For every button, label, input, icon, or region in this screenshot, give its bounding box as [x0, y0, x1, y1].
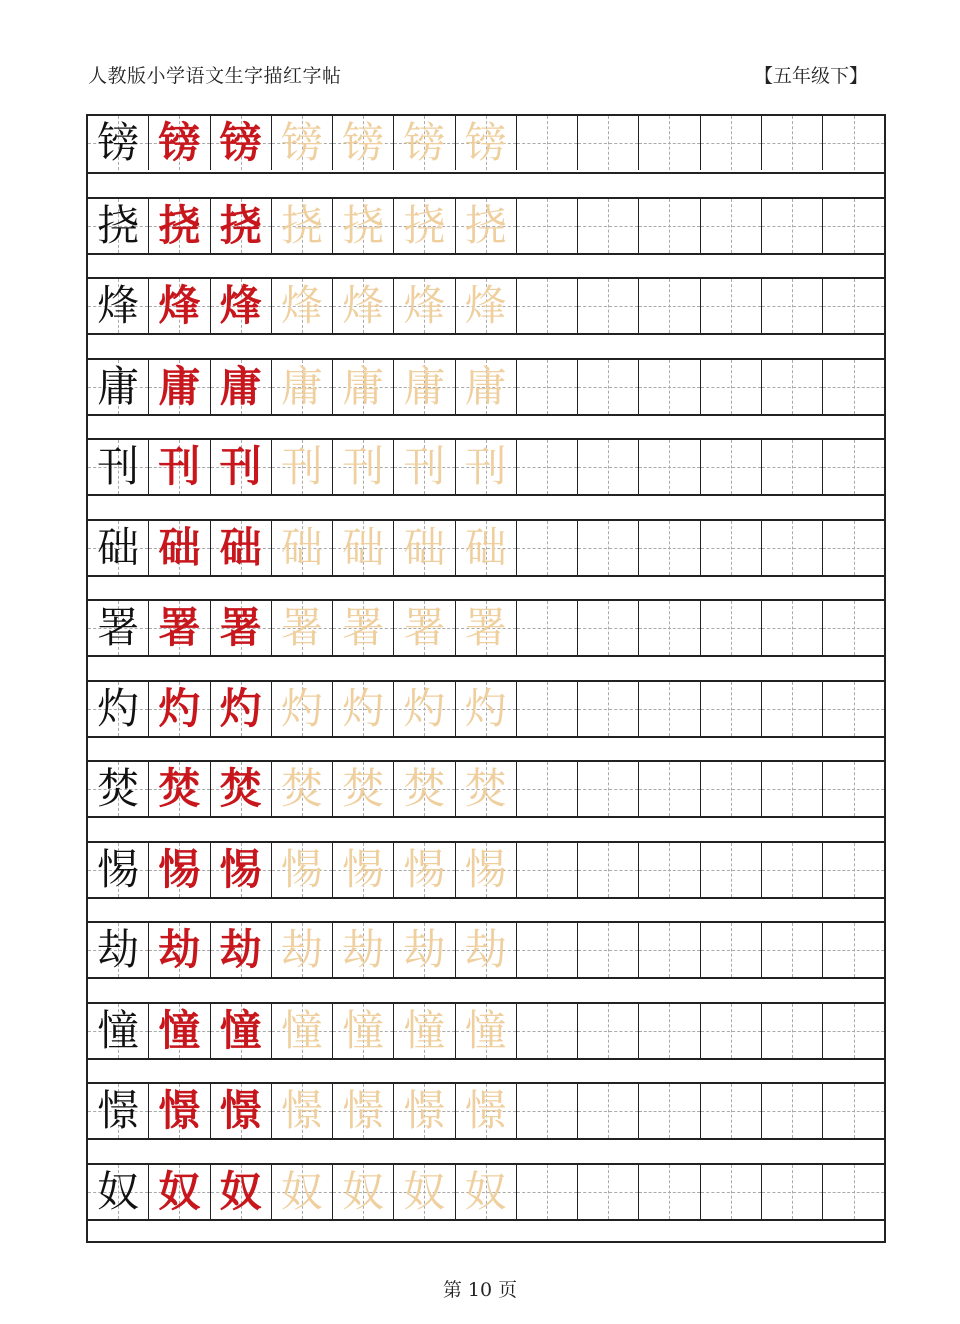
character-cell	[211, 199, 272, 253]
trace-character: 署	[403, 603, 446, 652]
character-cell	[211, 1165, 272, 1219]
red-character: 焚	[219, 764, 262, 813]
blank-writing-cell[interactable]	[639, 521, 700, 575]
blank-writing-cell[interactable]	[578, 762, 639, 816]
trace-character: 镑	[464, 118, 507, 167]
trace-character: 础	[280, 522, 323, 572]
blank-writing-cell[interactable]	[823, 440, 884, 494]
red-character: 庸	[158, 361, 201, 411]
character-cell	[149, 1004, 210, 1058]
character-cell	[333, 1084, 394, 1138]
blank-writing-cell[interactable]	[578, 601, 639, 655]
character-cell	[88, 601, 149, 655]
trace-character: 憬	[280, 1086, 323, 1135]
trace-character: 础	[342, 522, 385, 572]
trace-character: 烽	[403, 281, 446, 330]
trace-character: 憬	[342, 1086, 385, 1135]
red-character: 挠	[158, 200, 201, 250]
character-cell	[333, 440, 394, 494]
practice-row	[88, 116, 884, 174]
trace-character: 奴	[280, 1166, 323, 1216]
character-cell	[394, 601, 455, 655]
trace-character: 憧	[342, 1005, 385, 1055]
blank-writing-cell[interactable]	[578, 199, 639, 253]
red-character: 础	[158, 522, 201, 572]
character-cell	[149, 923, 210, 977]
character-cell	[394, 1165, 455, 1219]
red-character: 灼	[219, 683, 262, 733]
character-cell	[272, 521, 333, 575]
blank-writing-cell[interactable]	[701, 199, 762, 253]
trace-character: 署	[464, 603, 507, 652]
blank-writing-cell[interactable]	[517, 1084, 578, 1138]
red-character: 憬	[219, 1086, 262, 1135]
character-cell	[272, 279, 333, 333]
model-character: 憧	[97, 1005, 140, 1055]
practice-row	[88, 197, 884, 255]
character-cell	[88, 682, 149, 736]
document-title: 人教版小学语文生字描红字帖	[88, 65, 342, 87]
blank-writing-cell[interactable]	[701, 440, 762, 494]
trace-character: 灼	[342, 683, 385, 733]
red-character: 署	[158, 603, 201, 652]
red-character: 憬	[158, 1086, 201, 1135]
blank-writing-cell[interactable]	[578, 116, 639, 170]
character-cell	[456, 199, 517, 253]
character-cell	[272, 199, 333, 253]
practice-row	[88, 599, 884, 657]
trace-character: 镑	[403, 118, 446, 167]
character-cell	[149, 360, 210, 414]
character-cell	[211, 440, 272, 494]
blank-writing-cell[interactable]	[578, 1084, 639, 1138]
red-character: 劫	[158, 925, 201, 974]
model-character: 劫	[97, 925, 140, 974]
blank-writing-cell[interactable]	[517, 440, 578, 494]
trace-character: 刊	[342, 442, 385, 491]
blank-writing-cell[interactable]	[517, 682, 578, 736]
character-cell	[149, 521, 210, 575]
model-character: 庸	[97, 361, 140, 411]
blank-writing-cell[interactable]	[639, 601, 700, 655]
blank-writing-cell[interactable]	[517, 762, 578, 816]
trace-character: 惕	[403, 844, 446, 894]
trace-character: 灼	[464, 683, 507, 733]
red-character: 奴	[158, 1166, 201, 1216]
trace-character: 焚	[342, 764, 385, 813]
red-character: 劫	[219, 925, 262, 974]
blank-writing-cell[interactable]	[762, 1165, 823, 1219]
model-character: 憬	[97, 1086, 140, 1135]
character-cell	[211, 762, 272, 816]
blank-writing-cell[interactable]	[639, 762, 700, 816]
character-cell	[272, 601, 333, 655]
blank-writing-cell[interactable]	[517, 1165, 578, 1219]
trace-character: 惕	[464, 844, 507, 894]
character-cell	[88, 762, 149, 816]
character-cell	[456, 279, 517, 333]
character-cell	[394, 440, 455, 494]
blank-writing-cell[interactable]	[517, 601, 578, 655]
character-cell	[333, 923, 394, 977]
trace-character: 奴	[342, 1166, 385, 1216]
blank-writing-cell[interactable]	[823, 1004, 884, 1058]
character-cell	[149, 1084, 210, 1138]
character-cell	[149, 116, 210, 170]
trace-character: 焚	[403, 764, 446, 813]
trace-character: 惕	[280, 844, 323, 894]
practice-row	[88, 1002, 884, 1060]
model-character: 础	[97, 522, 140, 572]
practice-row	[88, 841, 884, 899]
character-cell	[272, 440, 333, 494]
trace-character: 刊	[464, 442, 507, 491]
trace-character: 挠	[464, 200, 507, 250]
red-character: 署	[219, 603, 262, 652]
blank-writing-cell[interactable]	[823, 360, 884, 414]
character-cell	[272, 360, 333, 414]
blank-writing-cell[interactable]	[517, 279, 578, 333]
character-cell	[333, 360, 394, 414]
red-character: 灼	[158, 683, 201, 733]
character-cell	[394, 521, 455, 575]
trace-character: 刊	[280, 442, 323, 491]
blank-writing-cell[interactable]	[701, 521, 762, 575]
blank-writing-cell[interactable]	[639, 360, 700, 414]
trace-character: 憧	[464, 1005, 507, 1055]
model-character: 挠	[97, 200, 140, 250]
character-cell	[456, 601, 517, 655]
blank-writing-cell[interactable]	[762, 279, 823, 333]
trace-character: 镑	[342, 118, 385, 167]
model-character: 灼	[97, 683, 140, 733]
blank-writing-cell[interactable]	[762, 762, 823, 816]
character-cell	[394, 1004, 455, 1058]
character-cell	[333, 1004, 394, 1058]
blank-writing-cell[interactable]	[578, 1165, 639, 1219]
character-cell	[456, 116, 517, 170]
character-cell	[394, 1084, 455, 1138]
character-cell	[272, 843, 333, 897]
trace-character: 烽	[464, 281, 507, 330]
character-cell	[149, 440, 210, 494]
trace-character: 奴	[403, 1166, 446, 1216]
character-cell	[272, 1004, 333, 1058]
trace-character: 挠	[403, 200, 446, 250]
character-cell	[394, 843, 455, 897]
character-cell	[394, 682, 455, 736]
character-cell	[211, 279, 272, 333]
blank-writing-cell[interactable]	[517, 199, 578, 253]
red-character: 镑	[158, 118, 201, 167]
character-cell	[88, 923, 149, 977]
blank-writing-cell[interactable]	[517, 360, 578, 414]
trace-character: 署	[280, 603, 323, 652]
practice-row	[88, 277, 884, 335]
red-character: 刊	[219, 442, 262, 491]
character-cell	[456, 440, 517, 494]
character-cell	[456, 682, 517, 736]
red-character: 奴	[219, 1166, 262, 1216]
blank-writing-cell[interactable]	[639, 279, 700, 333]
character-cell	[456, 360, 517, 414]
blank-writing-cell[interactable]	[701, 1084, 762, 1138]
trace-character: 劫	[342, 925, 385, 974]
trace-character: 烽	[280, 281, 323, 330]
practice-row	[88, 438, 884, 496]
blank-writing-cell[interactable]	[639, 1004, 700, 1058]
trace-character: 劫	[403, 925, 446, 974]
blank-writing-cell[interactable]	[762, 923, 823, 977]
red-character: 焚	[158, 764, 201, 813]
blank-writing-cell[interactable]	[639, 199, 700, 253]
trace-character: 庸	[280, 361, 323, 411]
character-cell	[211, 843, 272, 897]
blank-writing-cell[interactable]	[762, 843, 823, 897]
practice-row	[88, 1082, 884, 1140]
blank-writing-cell[interactable]	[639, 440, 700, 494]
character-cell	[88, 1165, 149, 1219]
trace-character: 焚	[280, 764, 323, 813]
blank-writing-cell[interactable]	[578, 682, 639, 736]
blank-writing-cell[interactable]	[517, 923, 578, 977]
character-cell	[333, 279, 394, 333]
model-character: 刊	[97, 442, 140, 491]
trace-character: 庸	[464, 361, 507, 411]
character-cell	[149, 682, 210, 736]
blank-writing-cell[interactable]	[823, 923, 884, 977]
blank-writing-cell[interactable]	[517, 843, 578, 897]
blank-writing-cell[interactable]	[578, 440, 639, 494]
blank-writing-cell[interactable]	[578, 923, 639, 977]
blank-writing-cell[interactable]	[823, 199, 884, 253]
model-character: 奴	[97, 1166, 140, 1216]
trace-character: 惕	[342, 844, 385, 894]
red-character: 惕	[219, 844, 262, 894]
character-cell	[456, 762, 517, 816]
character-cell	[149, 279, 210, 333]
page-number: 第 10 页	[442, 1279, 518, 1301]
character-cell	[149, 843, 210, 897]
character-cell	[272, 1165, 333, 1219]
trace-character: 憬	[464, 1086, 507, 1135]
character-cell	[333, 1165, 394, 1219]
trace-character: 灼	[403, 683, 446, 733]
blank-writing-cell[interactable]	[701, 601, 762, 655]
red-character: 惕	[158, 844, 201, 894]
character-cell	[394, 762, 455, 816]
character-cell	[211, 1004, 272, 1058]
blank-writing-cell[interactable]	[762, 601, 823, 655]
trace-character: 憬	[403, 1086, 446, 1135]
character-cell	[394, 199, 455, 253]
blank-writing-cell[interactable]	[701, 279, 762, 333]
character-cell	[333, 521, 394, 575]
red-character: 烽	[219, 281, 262, 330]
character-cell	[88, 843, 149, 897]
character-cell	[88, 199, 149, 253]
blank-writing-cell[interactable]	[823, 601, 884, 655]
character-cell	[456, 1084, 517, 1138]
blank-writing-cell[interactable]	[578, 360, 639, 414]
character-cell	[88, 1004, 149, 1058]
character-cell	[333, 116, 394, 170]
character-cell	[211, 923, 272, 977]
blank-writing-cell[interactable]	[639, 1165, 700, 1219]
blank-writing-cell[interactable]	[578, 1004, 639, 1058]
grade-label: 【五年级下】	[753, 65, 868, 87]
trace-character: 挠	[342, 200, 385, 250]
red-character: 烽	[158, 281, 201, 330]
character-cell	[456, 1165, 517, 1219]
trace-character: 础	[403, 522, 446, 572]
character-cell	[272, 762, 333, 816]
blank-writing-cell[interactable]	[517, 1004, 578, 1058]
blank-writing-cell[interactable]	[762, 199, 823, 253]
blank-writing-cell[interactable]	[762, 360, 823, 414]
red-character: 憧	[219, 1005, 262, 1055]
trace-character: 憧	[280, 1005, 323, 1055]
model-character: 惕	[97, 844, 140, 894]
blank-writing-cell[interactable]	[823, 843, 884, 897]
model-character: 镑	[97, 118, 140, 167]
blank-writing-cell[interactable]	[762, 1004, 823, 1058]
character-cell	[456, 923, 517, 977]
character-cell	[211, 682, 272, 736]
red-character: 刊	[158, 442, 201, 491]
model-character: 署	[97, 603, 140, 652]
trace-character: 署	[342, 603, 385, 652]
blank-writing-cell[interactable]	[639, 1084, 700, 1138]
blank-writing-cell[interactable]	[701, 682, 762, 736]
character-cell	[88, 1084, 149, 1138]
character-cell	[333, 199, 394, 253]
blank-writing-cell[interactable]	[517, 116, 578, 170]
character-cell	[272, 682, 333, 736]
character-cell	[394, 360, 455, 414]
blank-writing-cell[interactable]	[701, 923, 762, 977]
character-cell	[88, 116, 149, 170]
practice-row	[88, 921, 884, 979]
practice-row	[88, 680, 884, 738]
trace-character: 础	[464, 522, 507, 572]
blank-writing-cell[interactable]	[823, 521, 884, 575]
character-cell	[149, 1165, 210, 1219]
blank-writing-cell[interactable]	[578, 279, 639, 333]
trace-character: 劫	[280, 925, 323, 974]
character-cell	[333, 762, 394, 816]
character-cell	[211, 601, 272, 655]
character-cell	[394, 116, 455, 170]
red-character: 憧	[158, 1005, 201, 1055]
character-cell	[211, 1084, 272, 1138]
blank-writing-cell[interactable]	[639, 682, 700, 736]
red-character: 镑	[219, 118, 262, 167]
practice-row	[88, 519, 884, 577]
trace-character: 憧	[403, 1005, 446, 1055]
character-cell	[333, 601, 394, 655]
practice-row	[88, 760, 884, 818]
trace-character: 镑	[280, 118, 323, 167]
character-cell	[88, 440, 149, 494]
character-cell	[394, 923, 455, 977]
character-cell	[333, 843, 394, 897]
blank-writing-cell[interactable]	[517, 521, 578, 575]
blank-writing-cell[interactable]	[823, 1084, 884, 1138]
blank-writing-cell[interactable]	[701, 1004, 762, 1058]
blank-writing-cell[interactable]	[639, 843, 700, 897]
blank-writing-cell[interactable]	[823, 1165, 884, 1219]
trace-character: 焚	[464, 764, 507, 813]
trace-character: 庸	[342, 361, 385, 411]
red-character: 庸	[219, 361, 262, 411]
character-cell	[149, 762, 210, 816]
character-cell	[149, 601, 210, 655]
character-cell	[272, 116, 333, 170]
character-cell	[456, 843, 517, 897]
practice-grid	[86, 114, 886, 1243]
blank-writing-cell[interactable]	[701, 762, 762, 816]
blank-writing-cell[interactable]	[639, 923, 700, 977]
trace-character: 烽	[342, 281, 385, 330]
trace-character: 庸	[403, 361, 446, 411]
character-cell	[272, 1084, 333, 1138]
blank-writing-cell[interactable]	[762, 1084, 823, 1138]
blank-writing-cell[interactable]	[762, 116, 823, 170]
blank-writing-cell[interactable]	[578, 843, 639, 897]
trace-character: 劫	[464, 925, 507, 974]
character-cell	[88, 279, 149, 333]
blank-writing-cell[interactable]	[639, 116, 700, 170]
blank-writing-cell[interactable]	[823, 116, 884, 170]
trace-character: 奴	[464, 1166, 507, 1216]
blank-writing-cell[interactable]	[823, 279, 884, 333]
blank-writing-cell[interactable]	[762, 440, 823, 494]
character-cell	[333, 682, 394, 736]
character-cell	[394, 279, 455, 333]
character-cell	[456, 1004, 517, 1058]
red-character: 础	[219, 522, 262, 572]
blank-writing-cell[interactable]	[701, 116, 762, 170]
blank-writing-cell[interactable]	[578, 521, 639, 575]
practice-row	[88, 1163, 884, 1221]
character-cell	[456, 521, 517, 575]
practice-row	[88, 358, 884, 416]
character-cell	[88, 521, 149, 575]
model-character: 烽	[97, 281, 140, 330]
trace-character: 灼	[280, 683, 323, 733]
blank-writing-cell[interactable]	[762, 682, 823, 736]
blank-writing-cell[interactable]	[701, 1165, 762, 1219]
blank-writing-cell[interactable]	[701, 843, 762, 897]
blank-writing-cell[interactable]	[701, 360, 762, 414]
character-cell	[211, 116, 272, 170]
blank-writing-cell[interactable]	[762, 521, 823, 575]
red-character: 挠	[219, 200, 262, 250]
blank-writing-cell[interactable]	[823, 762, 884, 816]
character-cell	[149, 199, 210, 253]
blank-writing-cell[interactable]	[823, 682, 884, 736]
model-character: 焚	[97, 764, 140, 813]
character-cell	[88, 360, 149, 414]
character-cell	[211, 521, 272, 575]
trace-character: 刊	[403, 442, 446, 491]
character-cell	[272, 923, 333, 977]
character-cell	[211, 360, 272, 414]
trace-character: 挠	[280, 200, 323, 250]
